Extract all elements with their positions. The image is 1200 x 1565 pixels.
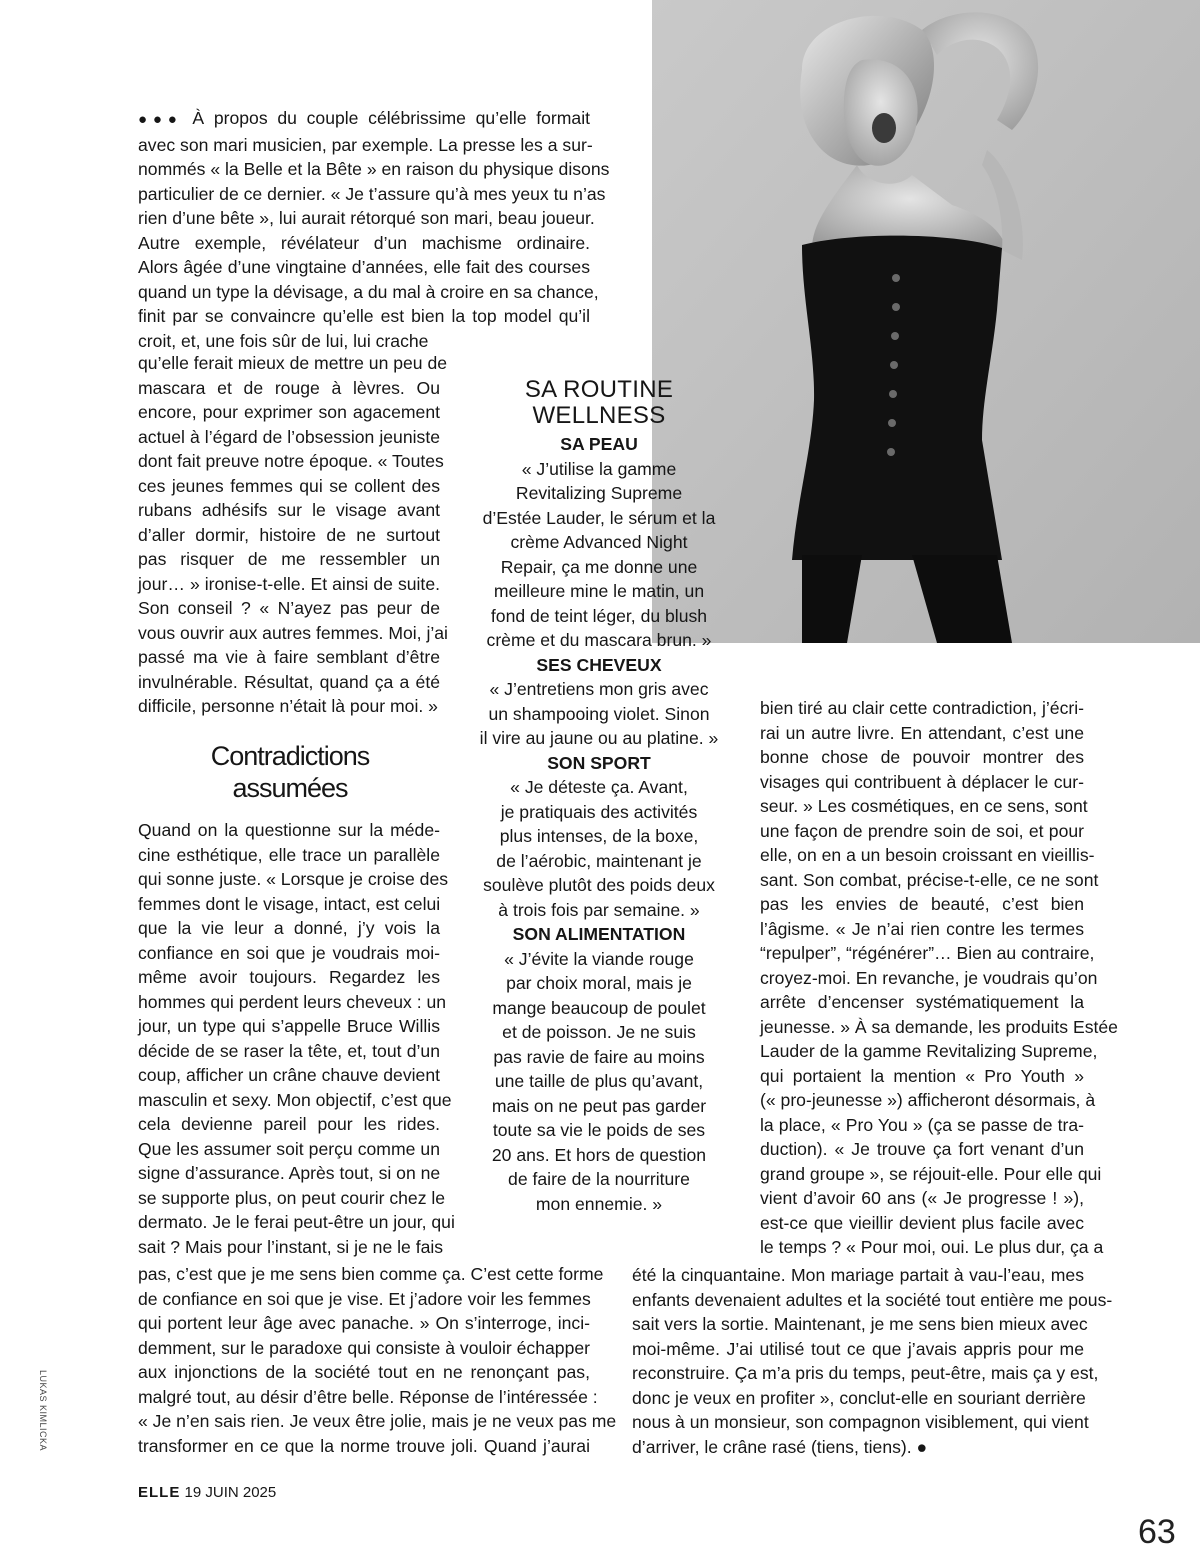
sidebar-heading: SA PEAU [560,434,638,454]
text-line: toute sa vie le poids de ses [492,1120,706,1140]
text-line: mange beaucoup de poulet [492,997,706,1018]
text-line: jour… » ironise-t-elle. Et ainsi de suite. [138,573,440,594]
text-line: Alors âgée d’une vingtaine d’années, elle fait des courses [138,257,590,277]
text-line: enfants devenaient adultes et la société tout entière me pous- [632,1289,1113,1310]
text-line: « J’utilise la gamme [521,458,677,479]
text-line: fond de teint léger, du blush [490,605,708,626]
text-line: coup, afficher un crâne chauve devient [138,1065,440,1085]
sidebar-heading: SON ALIMENTATION [512,924,686,944]
text-line: pas ravie de faire au moins [493,1046,705,1067]
text-line: par choix moral, mais je [506,973,692,993]
text-line: je pratiquais des activités [500,801,698,822]
text-line: meilleure mine le matin, un [493,581,705,601]
section-heading [180,740,400,804]
text-line: d’arriver, le crâne rasé (tiens, tiens). ● [632,1436,928,1457]
article-column-1-continued [138,818,455,1259]
text-line: crème Advanced Night [510,532,688,552]
text-line: Que les assumer soit perçu comme un [138,1138,440,1159]
text-line: même avoir toujours. Regardez les [138,967,440,987]
heading-line: Contradictions [210,741,370,771]
text-line: jeunesse. » À sa demande, les produits Estée [760,1016,1118,1037]
text-line: sait ? Mais pour l’instant, si je ne le fais [138,1236,444,1257]
article-column-1-bottom [138,1262,617,1458]
sidebar-heading: SES CHEVEUX [536,654,662,675]
text-line: « J’évite la viande rouge [504,948,694,969]
text-line: encore, pour exprimer son agacement [138,402,440,422]
text-line: Lauder de la gamme Revitalizing Supreme, [760,1041,1098,1061]
text-line: invulnérable. Résultat, quand ça a été [138,671,440,692]
text-line: actuel à l’égard de l’obsession jeuniste [138,426,440,447]
text-line: hommes qui perdent leurs cheveux : un [138,991,447,1012]
text-line: mais on ne peut pas garder [491,1095,707,1116]
text-line: été la cinquantaine. Mon mariage partait à vau-l’eau, mes [632,1265,1084,1285]
text-line: de faire de la nourriture [508,1169,690,1189]
text-line: Quand on la questionne sur la méde- [138,820,440,840]
text-line: pas risquer de me ressembler un [138,549,440,569]
magazine-brand: ELLE [138,1484,181,1501]
text-line: seur. » Les cosmétiques, en ce sens, sont [760,796,1088,816]
text-line: vous ouvrir aux autres femmes. Moi, j’ai [138,622,448,643]
issue-date: 19 JUIN 2025 [184,1484,277,1501]
sidebar-routine [468,432,730,1216]
text-line: de confiance en soi que je vise. Et j’adore voir les femmes [138,1288,591,1309]
article-column-3 [760,696,1118,1260]
article-column-3-bottom [632,1263,1113,1459]
footer-folio [138,1484,276,1501]
text-line: sait vers la sortie. Maintenant, je me sens bien mieux avec [632,1314,1088,1334]
text-line: femmes dont le visage, intact, est celui [138,893,441,914]
text-line: rubans adhésifs sur le visage avant [138,500,440,520]
text-line: signe d’assurance. Après tout, si on ne [138,1163,441,1183]
text-line: ●●● À propos du couple célébrissime qu’elle formait [138,108,590,128]
text-line: « Je n’en sais rien. Je veux être jolie, mais je ne veux pas me [138,1411,617,1431]
text-line: moi-même. J’ai utilisé tout ce que j’avais appris pour me [632,1338,1084,1359]
text-line: à trois fois par semaine. » [498,899,700,920]
text-line: avec son mari musicien, par exemple. La presse les a sur- [138,134,593,155]
sidebar-heading: SON SPORT [547,752,651,773]
text-line: aux injonctions de la société tout en ne renonçant pas, [138,1362,590,1382]
text-line: d’aller dormir, histoire de ne surtout [138,524,440,545]
text-line: demment, sur le paradoxe qui consiste à vouloir échapper [138,1337,590,1358]
text-line: décide de se raser la tête, et, tout d’un [138,1040,440,1061]
text-line: passé ma vie à faire semblant d’être [138,647,440,667]
text-line: que la vie leur a donné, j’y vois la [138,918,440,938]
article-column-1 [138,351,448,719]
text-line: Autre exemple, révélateur d’un machisme ordinaire. [138,232,590,253]
text-line: et de poisson. Je ne suis [502,1022,696,1042]
text-line: mascara et de rouge à lèvres. Ou [138,377,440,398]
text-line: soulève plutôt des poids deux [483,875,715,895]
sidebar-title-line: WELLNESS [532,402,666,429]
text-line: bonne chose de pouvoir montrer des [760,747,1084,767]
text-line: malgré tout, au désir d’être belle. Réponse de l’intéressée : [138,1386,598,1407]
text-line: quand un type la dévisage, a du mal à croire en sa chance, [138,281,599,302]
text-line: arrête d’encenser systématiquement la [760,992,1084,1012]
text-line: particulier de ce dernier. « Je t’assure qu’à mes yeux tu n’as [138,183,606,204]
text-line: Revitalizing Supreme [515,483,683,503]
text-line: dont fait preuve notre époque. « Toutes [138,451,444,471]
sidebar-title-line: SA ROUTINE [524,376,674,403]
text-line: Repair, ça me donne une [500,556,698,577]
sidebar-title [498,377,700,429]
text-line: la place, « Pro You » (ça se passe de tra- [760,1114,1084,1135]
text-line: finit par se convaincre qu’elle est bien la top model qu’il [138,306,590,326]
text-line: grand groupe », se réjouit-elle. Pour elle qui [760,1163,1102,1184]
text-line: visages qui contribuent à déplacer le cur- [760,771,1084,792]
text-line: rai un autre livre. En attendant, c’est une [760,722,1084,743]
text-line: ces jeunes femmes qui se collent des [138,475,440,496]
text-line: sant. Son combat, précise-t-elle, ce ne sont [760,869,1099,890]
text-line: confiance en soi que je voudrais moi- [138,942,440,963]
text-line: dermato. Je le ferai peut-être un jour, qui [138,1212,455,1232]
text-line: “repulper”, “régénérer”… Bien au contraire, [760,943,1095,963]
text-line: il vire au jaune ou au platine. » [479,728,719,748]
text-line: vient d’avoir 60 ans (« Je progresse ! »), [760,1188,1084,1208]
text-line: qu’elle ferait mieux de mettre un peu de [138,353,448,373]
portrait-photo [652,0,1200,643]
text-line: crème et du mascara brun. » [486,630,712,650]
text-line: 20 ans. Et hors de question [491,1144,707,1165]
text-line: qui sonne juste. « Lorsque je croise des [138,869,449,889]
text-line: pas les envies de beauté, c’est bien [760,894,1084,914]
dots-icon: ●●● [138,111,183,128]
heading-line: assumées [232,773,348,803]
text-line: masculin et sexy. Mon objectif, c’est que [138,1089,452,1110]
article-intro [138,106,610,353]
text-line: jour, un type qui s’appelle Bruce Willis [138,1016,440,1036]
text-line: le temps ? « Pour moi, oui. Le plus dur, ça a [760,1237,1104,1257]
text-line: est-ce que vieillir devient plus facile avec [760,1212,1084,1233]
text-line: qui portent leur âge avec panache. » On s’interroge, inci- [138,1313,590,1333]
text-line: nous à un monsieur, son compagnon visiblement, qui vient [632,1412,1089,1432]
end-bullet-icon: ● [916,1436,928,1457]
text-line: duction). « Je trouve ça fort venant d’un [760,1139,1084,1159]
text-line: pas, c’est que je me sens bien comme ça. C’est cette forme [138,1264,604,1284]
text-line: cela devienne pareil pour les rides. [138,1114,440,1134]
text-line: croyez-moi. En revanche, je voudrais qu’on [760,967,1098,988]
text-line: une taille de plus qu’avant, [494,1071,704,1091]
text-line: mon ennemie. » [535,1193,663,1214]
text-line: reconstruire. Ça m’a pris du temps, peut-être, mais ça y est, [632,1363,1099,1383]
text-line: (« pro-jeunesse ») afficheront désormais, à [760,1090,1096,1110]
text-line: un shampooing violet. Sinon [488,703,710,724]
text-line: plus intenses, de la boxe, [499,826,699,846]
text-line: « J’entretiens mon gris avec [489,679,709,699]
text-line: de l’aérobic, maintenant je [496,850,702,871]
text-line: cine esthétique, elle trace un parallèle [138,844,440,865]
text-line: qui portaient la mention « Pro Youth » [760,1065,1084,1086]
photo-credit: LUKAS KIMLICKA [38,1370,48,1452]
text-line: elle, on en a un besoin croissant en vieillis- [760,845,1095,865]
text-line: difficile, personne n’était là pour moi. » [138,696,438,716]
page-number: 63 [1138,1513,1176,1551]
text-line: donc je veux en profiter », conclut-elle en souriant derrière [632,1387,1086,1408]
text-line: nommés « la Belle et la Bête » en raison du physique disons [138,159,610,179]
text-line: rien d’une bête », lui aurait rétorqué son mari, beau joueur. [138,208,595,228]
text-line: transformer en ce que la norme trouve joli. Quand j’aurai [138,1435,590,1456]
text-line: croit, et, une fois sûr de lui, lui crache [138,330,429,351]
text-line: l’âgisme. « Je n’ai rien contre les termes [760,918,1084,939]
text-line: « Je déteste ça. Avant, [510,777,688,797]
text-line: Son conseil ? « N’ayez pas peur de [138,598,440,618]
text-line: bien tiré au clair cette contradiction, j’écri- [760,698,1084,718]
text-line: d’Estée Lauder, le sérum et la [482,507,716,528]
text-line: une façon de prendre soin de soi, et pour [760,820,1084,841]
text-line: se supporte plus, on peut courir chez le [138,1187,446,1208]
